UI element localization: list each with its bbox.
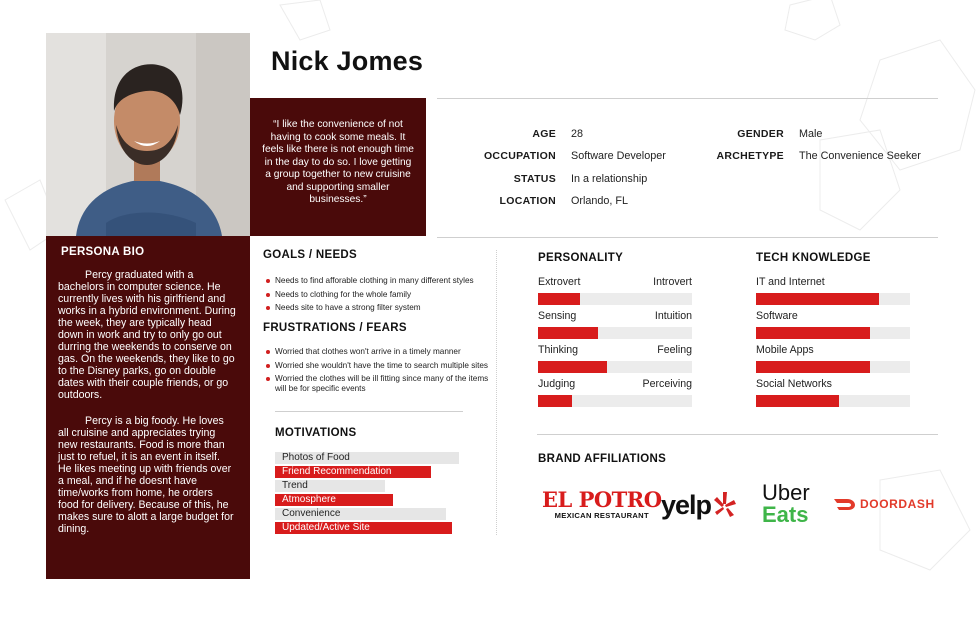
persona-quote: “I like the convenience of not having to cook some meals. It feels like there is not enough time in the day to do so. I love getting a group together to new cruisine and supporting smaller businesses.” (250, 98, 426, 236)
tech-fill (756, 395, 839, 407)
uber-eats-logo (762, 482, 810, 526)
info-row-location (470, 190, 666, 212)
tech-slider-labels (756, 276, 910, 290)
divider (537, 434, 938, 435)
list-item: Needs to find afforable clothing in many different styles (264, 276, 496, 286)
tech-label-left: Mobile Apps (756, 344, 814, 356)
info-value: 28 (571, 128, 584, 141)
personality-track (538, 327, 692, 339)
tech-slider (756, 378, 910, 412)
motivation-bar (275, 522, 465, 534)
personality-slider (538, 344, 692, 378)
motivation-label: Trend (282, 480, 308, 492)
motivation-label: Convenience (282, 508, 341, 520)
tech-fill (756, 327, 870, 339)
motivation-bar (275, 480, 465, 492)
tech-sliders (756, 276, 910, 412)
personality-fill (538, 361, 607, 373)
personality-track (538, 293, 692, 305)
personality-slider-labels (538, 276, 692, 290)
motivation-label: Atmosphere (282, 494, 336, 506)
doordash-name: DOORDASH (860, 497, 935, 511)
info-label: STATUS (513, 172, 556, 185)
divider (275, 411, 463, 412)
yelp-name: yelp (661, 490, 712, 520)
personality-label-right: Feeling (657, 344, 692, 356)
motivation-label: Photos of Food (282, 452, 350, 463)
personality-fill (538, 293, 580, 305)
tech-track (756, 361, 910, 373)
info-row-age (470, 123, 666, 145)
info-value: Male (799, 128, 823, 141)
tech-slider (756, 344, 910, 378)
info-label: AGE (532, 128, 556, 141)
uber-eats-line2: Eats (762, 502, 809, 527)
persona-photo (46, 33, 250, 236)
doordash-dash-icon (834, 497, 856, 511)
info-label: LOCATION (499, 195, 556, 208)
motivation-bar (275, 494, 465, 506)
personality-label-left: Thinking (538, 344, 579, 356)
motivation-bar (275, 466, 465, 478)
el-potro-sub: MEXICAN RESTAURANT (554, 511, 649, 520)
personality-sliders (538, 276, 692, 412)
goals-list (264, 276, 496, 317)
info-value: The Convenience Seeker (799, 150, 921, 163)
tech-track (756, 395, 910, 407)
personality-fill (538, 395, 572, 407)
personality-track (538, 361, 692, 373)
personality-label-right: Perceiving (642, 378, 692, 390)
info-row-gender (700, 123, 921, 145)
frustrations-title: FRUSTRATIONS / FEARS (263, 322, 407, 334)
tech-track (756, 327, 910, 339)
doordash-logo (834, 497, 935, 511)
yelp-logo (661, 490, 737, 520)
personality-slider-labels (538, 310, 692, 324)
motivation-bar (275, 508, 465, 520)
list-item: Worried that clothes won't arrive in a timely manner (264, 347, 492, 357)
persona-name: Nick Jomes (271, 46, 424, 76)
info-label: OCCUPATION (483, 150, 556, 163)
personality-slider (538, 310, 692, 344)
goals-title: GOALS / NEEDS (263, 249, 357, 261)
tech-slider-labels (756, 378, 910, 392)
info-row-occupation (470, 145, 666, 167)
tech-track (756, 293, 910, 305)
info-label: ARCHETYPE (716, 150, 784, 163)
info-value: Software Developer (571, 150, 666, 163)
motivations-list (275, 452, 465, 537)
tech-fill (756, 293, 879, 305)
frustrations-list (264, 347, 492, 398)
tech-slider (756, 310, 910, 344)
tech-slider-labels (756, 344, 910, 358)
motivations-title: MOTIVATIONS (275, 427, 357, 439)
personality-label-right: Introvert (653, 276, 692, 288)
personality-track (538, 395, 692, 407)
bio-paragraph: Percy is a big foody. He loves all cruisine and appreciates trying new restaurants. Food is more than just to refuel, it is an event in itself. He likes meeting up with friends over a meal, and if he doesnt have time/works from home, he orders food for delivery. Because of this, he makes sure to alott a large budget for dining. (58, 415, 234, 535)
tech-label-left: Social Networks (756, 378, 832, 390)
list-item: Needs site to have a strong filter system (264, 303, 496, 313)
bio-paragraph: Percy graduated with a bachelors in computer science. He currently lives with his girlfriend and works in a hybrid environment. During the week, they are typically head down in work and try to only go out durring the weekends to conserve on gas. On the weekends, they like to go to the Disney parks, go on double dates with their couple friends, or go outdoors. (58, 269, 236, 401)
list-item: Needs to clothing for the whole family (264, 290, 496, 300)
bio-title: PERSONA BIO (61, 246, 145, 258)
tech-fill (756, 361, 870, 373)
personality-slider-labels (538, 378, 692, 392)
tech-title: TECH KNOWLEDGE (756, 252, 871, 264)
info-row-status (470, 168, 666, 190)
info-value: Orlando, FL (571, 195, 629, 208)
list-item: Worried the clothes will be ill fitting since many of the items will be for specific events (264, 374, 492, 394)
personality-title: PERSONALITY (538, 252, 624, 264)
personality-fill (538, 327, 598, 339)
personality-slider-labels (538, 344, 692, 358)
divider (437, 237, 938, 238)
tech-slider-labels (756, 310, 910, 324)
tech-slider (756, 276, 910, 310)
motivation-label: Friend Recommendation (282, 466, 392, 478)
persona-bio-panel (46, 236, 250, 579)
yelp-burst-icon (711, 490, 737, 520)
motivation-bar (275, 452, 465, 464)
motivation-label: Updated/Active Site (282, 522, 370, 534)
persona-info-right (700, 123, 921, 168)
personality-label-left: Extrovert (538, 276, 581, 288)
info-row-archetype (700, 145, 921, 167)
tech-label-left: Software (756, 310, 798, 322)
personality-slider (538, 276, 692, 310)
brands-title: BRAND AFFILIATIONS (538, 453, 667, 465)
divider (437, 98, 938, 99)
info-label: GENDER (737, 128, 784, 141)
uber-eats-line1: Uber (762, 480, 810, 505)
personality-label-right: Intuition (654, 310, 692, 322)
el-potro-name: EL POTRO (542, 487, 662, 512)
info-value: In a relationship (571, 172, 648, 185)
persona-info-left (470, 123, 666, 212)
divider (496, 250, 497, 535)
personality-label-left: Sensing (538, 310, 577, 322)
tech-label-left: IT and Internet (756, 276, 825, 288)
el-potro-logo (542, 489, 662, 520)
list-item: Worried she wouldn't have the time to search multiple sites (264, 361, 492, 371)
personality-slider (538, 378, 692, 412)
personality-label-left: Judging (538, 378, 576, 390)
